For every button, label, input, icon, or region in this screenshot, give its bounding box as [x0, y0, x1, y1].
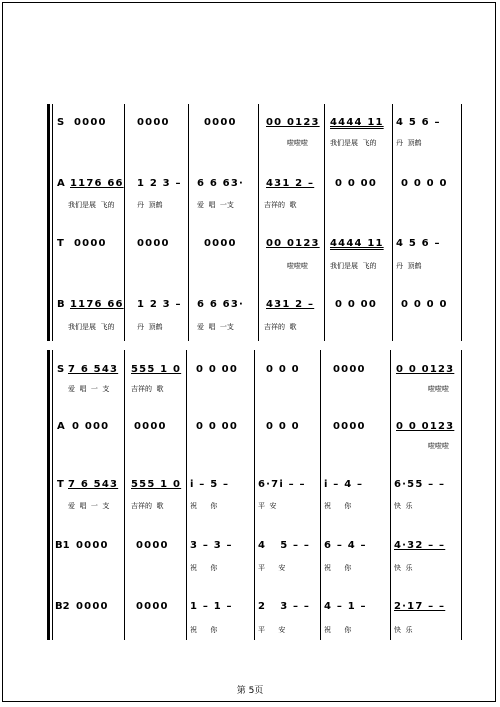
measure-notes: 0 0 0 0 — [401, 299, 448, 310]
system-2-brace-inner — [52, 350, 53, 640]
measure-notes: 1 – 1 – — [190, 601, 233, 612]
lyric: 啦啦啦 — [428, 442, 449, 450]
lyric: 爱 唱 一 支 — [68, 385, 110, 393]
measure-notes: 431 2 – — [266, 178, 315, 189]
system-2-brace — [47, 350, 50, 640]
measure-notes: 0000 — [137, 117, 170, 128]
lyric: 平 安 — [258, 502, 277, 510]
measure-notes: i – 5 – — [190, 479, 230, 490]
voice-label-b1: B1 — [55, 540, 70, 551]
lyric: 我们是展 飞的 — [330, 262, 377, 270]
barline — [320, 350, 321, 640]
measure-notes: 0000 — [136, 540, 169, 551]
measure-notes: 0 0 00 — [196, 364, 238, 375]
measure-notes: 0 0 0 0 — [401, 178, 448, 189]
lyric: 爱 唱 一支 — [197, 323, 234, 331]
measure-notes: 2 3 – – — [258, 601, 311, 612]
lyric: 祝 你 — [190, 626, 218, 634]
measure-notes: 0000 — [76, 540, 109, 551]
measure-notes: 555 1 0 — [131, 364, 182, 375]
barline — [124, 104, 125, 341]
barline — [461, 104, 462, 341]
measure-notes: 0 0 0 — [266, 364, 300, 375]
lyric: 吉祥的 歌 — [131, 385, 164, 393]
voice-label-s: S — [57, 364, 65, 375]
measure-notes: 0000 — [137, 238, 170, 249]
lyric: 祝 你 — [324, 626, 352, 634]
measure-notes: 0000 — [134, 421, 167, 432]
measure-notes: 0000 — [74, 117, 107, 128]
system-1-brace — [47, 104, 50, 341]
voice-label-a: A — [57, 178, 65, 189]
measure-notes: 4444 11 — [330, 238, 384, 249]
lyric: 啦啦啦 — [428, 385, 449, 393]
lyric: 我们是展 飞的 — [68, 201, 115, 209]
measure-notes: 1176 66 — [70, 299, 124, 310]
measure-notes: 7 6 543 — [68, 364, 119, 375]
measure-notes: 7 6 543 — [68, 479, 119, 490]
voice-label-a: A — [57, 421, 65, 432]
measure-notes: 6 6 63· — [197, 178, 244, 189]
barline — [188, 104, 189, 341]
measure-notes: 0 0 0123 — [396, 421, 455, 432]
measure-notes: 555 1 0 — [131, 479, 182, 490]
lyric: 吉祥的 歌 — [264, 201, 297, 209]
measure-notes: 00 0123 — [266, 117, 320, 128]
voice-label-t: T — [57, 479, 64, 490]
measure-notes: 0 0 00 — [335, 178, 377, 189]
lyric: 祝 你 — [190, 564, 218, 572]
lyric: 爱 唱 一 支 — [68, 502, 110, 510]
page-frame — [2, 2, 496, 702]
lyric: 祝 你 — [190, 502, 218, 510]
measure-notes: 0 000 — [72, 421, 110, 432]
measure-notes: i – 4 – — [324, 479, 364, 490]
measure-notes: 0000 — [76, 601, 109, 612]
barline — [254, 350, 255, 640]
lyric: 丹 顶鹤 — [137, 201, 163, 209]
measure-notes: 4444 11 — [330, 117, 384, 128]
measure-notes: 6 – 4 – — [324, 540, 367, 551]
lyric: 啦啦啦 — [287, 262, 308, 270]
measure-notes: 4 – 1 – — [324, 601, 367, 612]
voice-label-t: T — [57, 238, 64, 249]
lyric: 平 安 — [258, 626, 286, 634]
barline — [390, 350, 391, 640]
lyric: 丹 顶鹤 — [396, 139, 422, 147]
barline — [392, 104, 393, 341]
voice-label-b: B — [57, 299, 65, 310]
measure-notes: 0000 — [333, 421, 366, 432]
measure-notes: 0000 — [204, 117, 237, 128]
lyric: 祝 你 — [324, 502, 352, 510]
measure-notes: 0000 — [74, 238, 107, 249]
measure-notes: 2·17 – – — [394, 601, 446, 612]
measure-notes: 6 6 63· — [197, 299, 244, 310]
lyric: 吉祥的 歌 — [264, 323, 297, 331]
lyric: 啦啦啦 — [287, 139, 308, 147]
measure-notes: 0000 — [136, 601, 169, 612]
measure-notes: 4·32 – – — [394, 540, 446, 551]
measure-notes: 6·55 – – — [394, 479, 446, 490]
measure-notes: 0000 — [204, 238, 237, 249]
measure-notes: 3 – 3 – — [190, 540, 233, 551]
lyric: 快 乐 — [394, 502, 413, 510]
lyric: 我们是展 飞的 — [330, 139, 377, 147]
system-1-brace-inner — [52, 104, 53, 341]
lyric: 丹 顶鹤 — [137, 323, 163, 331]
measure-notes: 4 5 6 – — [396, 238, 441, 249]
barline — [461, 350, 462, 640]
measure-notes: 1176 66 — [70, 178, 124, 189]
lyric: 快 乐 — [394, 564, 413, 572]
measure-notes: 0 0 0 — [266, 421, 300, 432]
lyric: 我们是展 飞的 — [68, 323, 115, 331]
measure-notes: 0 0 00 — [196, 421, 238, 432]
measure-notes: 4 5 – – — [258, 540, 311, 551]
measure-notes: 4 5 6 – — [396, 117, 441, 128]
measure-notes: 00 0123 — [266, 238, 320, 249]
measure-notes: 6·7i – – — [258, 479, 306, 490]
measure-notes: 1 2 3 – — [137, 178, 182, 189]
barline — [324, 104, 325, 341]
barline — [186, 350, 187, 640]
measure-notes: 0 0 0123 — [396, 364, 455, 375]
lyric: 丹 顶鹤 — [396, 262, 422, 270]
measure-notes: 431 2 – — [266, 299, 315, 310]
voice-label-b2: B2 — [55, 601, 70, 612]
page-number: 第 5页 — [236, 686, 264, 696]
voice-label-s: S — [57, 117, 65, 128]
lyric: 平 安 — [258, 564, 286, 572]
lyric: 爱 唱 一支 — [197, 201, 234, 209]
barline — [258, 104, 259, 341]
lyric: 祝 你 — [324, 564, 352, 572]
measure-notes: 0 0 00 — [335, 299, 377, 310]
barline — [124, 350, 125, 640]
measure-notes: 0000 — [333, 364, 366, 375]
lyric: 快 乐 — [394, 626, 413, 634]
measure-notes: 1 2 3 – — [137, 299, 182, 310]
lyric: 吉祥的 歌 — [131, 502, 164, 510]
